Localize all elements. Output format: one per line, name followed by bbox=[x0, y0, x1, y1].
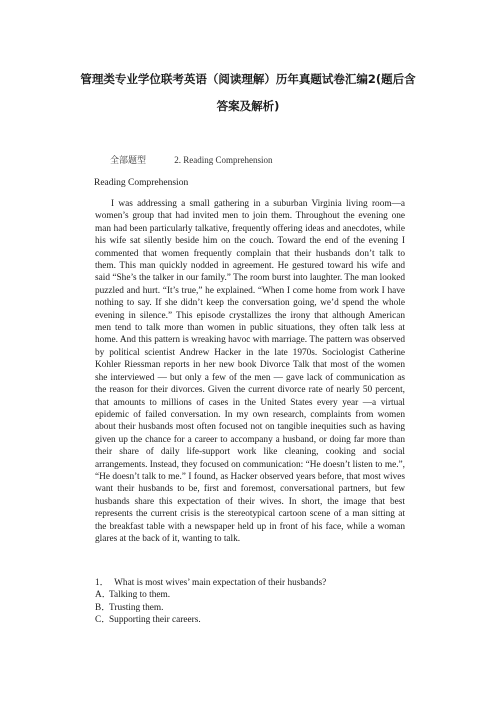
option-text: Talking to them. bbox=[109, 590, 171, 601]
option-text: Supporting their careers. bbox=[109, 615, 201, 626]
document-title bbox=[48, 66, 448, 120]
section-label: 2. Reading Comprehension bbox=[174, 155, 273, 165]
option-c[interactable] bbox=[95, 614, 415, 626]
option-letter: A． bbox=[95, 590, 112, 601]
title-line-1: 管理类专业学位联考英语（阅读理解）历年真题试卷汇编2(题后含 bbox=[80, 72, 416, 86]
option-b[interactable] bbox=[95, 602, 415, 614]
question-type-bar bbox=[110, 153, 273, 166]
option-letter: B． bbox=[95, 602, 111, 613]
question-text: What is most wives’ main expectation of their husbands? bbox=[114, 578, 327, 588]
question-stem bbox=[95, 577, 415, 589]
option-text: Trusting them. bbox=[109, 602, 164, 613]
option-letter: C． bbox=[95, 615, 111, 626]
reading-passage: I was addressing a small gathering in a suburban Virginia living room—a women’s group that had invited men to join them. Throughout the evening one man had been particularly talkative, frequently offering ideas and anecdotes, while his wife sat silently beside him on the couch. Toward the end of the evening I commented that women frequently complain that their husbands don’t talk to them. This man quickly nodded in agreement. He gestured toward his wife and said “She’s the talker in our family.” The room burst into laughter. The man looked puzzled and hurt. “It’s true,” he explained. “When I come home from work I have nothing to say. If she didn’t keep the conversation going, we’d spend the whole evening in silence.” This episode crystallizes the irony that although American men tend to talk more than women in public situations, they often talk less at home. And this pattern is wreaking havoc with marriage. The pattern was observed by political scientist Andrew Hacker in the late 1970s. Sociologist Catherine Kohler Riessman reports in her new book Divorce Talk that most of the women she interviewed — but only a few of the men — gave lack of communication as the reason for their divorces. Given the current divorce rate of nearly 50 percent, that amounts to millions of cases in the United States every year —a virtual epidemic of failed conversation. In my own research, complaints from women about their husbands most often focused not on tangible inequities such as having given up the chance for a career to accompany a husband, or doing far more than their share of daily life-support work like cleaning, cooking and social arrangements. Instead, they focused on communication: “He doesn’t listen to me.”, “He doesn’t talk to me.” I found, as Hacker observed years before, that most wives want their husbands to be, first and foremost, conversational partners, but few husbands share this expectation of their wives. In short, the image that best represents the current crisis is the stereotypical cartoon scene of a man sitting at the breakfast table with a newspaper held up in front of his face, while a woman glares at the back of it, wanting to talk. bbox=[95, 199, 405, 544]
question-number: 1． bbox=[95, 578, 109, 588]
question-block bbox=[95, 577, 415, 627]
question-type-label: 全部题型 bbox=[110, 155, 147, 165]
title-line-2: 答案及解析) bbox=[216, 99, 280, 113]
section-heading: Reading Comprehension bbox=[94, 178, 189, 188]
answer-options bbox=[95, 589, 415, 626]
option-a[interactable] bbox=[95, 589, 415, 601]
